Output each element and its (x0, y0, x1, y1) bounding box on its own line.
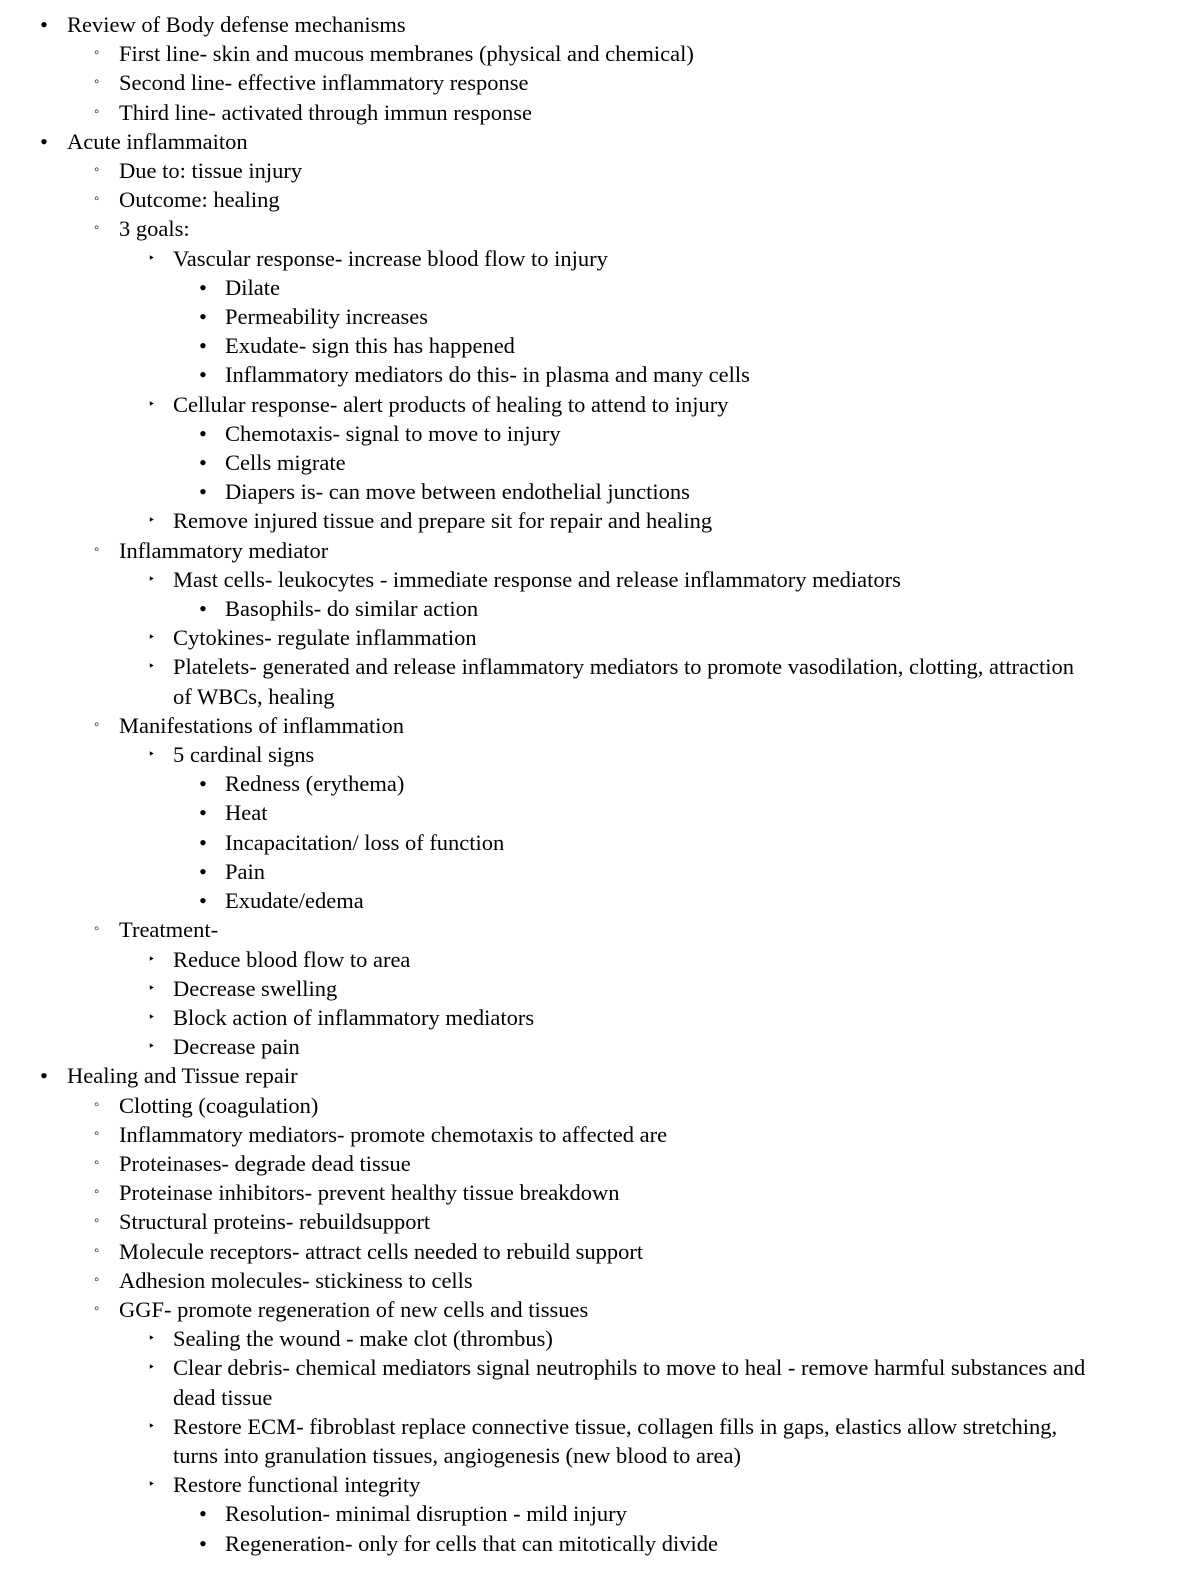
bullet-icon: • (199, 479, 207, 505)
bullet-icon: ‣ (148, 659, 156, 674)
outline-item-level-2 (0, 68, 1200, 97)
outline-item-level-4 (0, 448, 1200, 477)
outline-item-text: Restore functional integrity (173, 1472, 421, 1498)
bullet-icon: ‣ (148, 513, 156, 528)
bullet-icon: • (199, 596, 207, 622)
outline-item-level-4 (0, 331, 1200, 360)
outline-item-text: Dilate (225, 274, 280, 300)
outline-item-text: Diapers is- can move between endothelial junctions (225, 479, 690, 505)
outline-item-level-2 (0, 1266, 1200, 1295)
outline-item-text: Acute inflammaiton (67, 128, 248, 154)
bullet-icon: ‣ (148, 980, 156, 995)
outline-item-level-3 (0, 945, 1200, 974)
outline-item-level-4 (0, 828, 1200, 857)
bullet-icon: ‣ (148, 396, 156, 411)
outline-item-text: Pain (225, 858, 266, 884)
outline-item-text: Clear debris- chemical mediators signal neutrophils to move to heal - remove harmful substances and dead tissue (173, 1355, 1086, 1410)
outline-item-level-2 (0, 156, 1200, 185)
outline-item-text: Chemotaxis- signal to move to injury (225, 420, 561, 446)
outline-item-text: Healing and Tissue repair (67, 1063, 298, 1089)
bullet-icon: • (199, 800, 207, 826)
bullet-icon: ‣ (148, 1418, 156, 1433)
outline-item-level-2 (0, 1237, 1200, 1266)
outline-item-text: Molecule receptors- attract cells needed to rebuild support (119, 1238, 644, 1264)
bullet-icon: • (199, 1530, 207, 1556)
outline-item-level-4 (0, 477, 1200, 506)
bullet-icon: ◦ (94, 191, 100, 208)
outline-item-level-2 (0, 1295, 1200, 1324)
outline-item-level-3 (0, 1032, 1200, 1061)
bullet-icon: ‣ (148, 1477, 156, 1492)
outline-item-text: Adhesion molecules- stickiness to cells (119, 1267, 473, 1293)
bullet-icon: ◦ (94, 1184, 100, 1201)
bullet-icon: • (199, 888, 207, 914)
outline-document (0, 10, 1200, 1558)
outline-item-text: Decrease pain (173, 1034, 300, 1060)
outline-item-text: Proteinase inhibitors- prevent healthy tissue breakdown (119, 1180, 620, 1206)
outline-item-text: Inflammatory mediators do this- in plasma and many cells (225, 362, 750, 388)
outline-item-level-3 (0, 740, 1200, 769)
outline-item-level-3 (0, 652, 1200, 710)
bullet-icon: • (199, 858, 207, 884)
outline-item-level-4 (0, 1529, 1200, 1558)
outline-item-text: Redness (erythema) (225, 771, 405, 797)
outline-item-text: Block action of inflammatory mediators (173, 1004, 535, 1030)
outline-item-text: Heat (225, 800, 268, 826)
outline-item-level-3 (0, 506, 1200, 535)
outline-item-text: Cellular response- alert products of healing to attend to injury (173, 391, 729, 417)
outline-item-level-3 (0, 1412, 1200, 1470)
outline-item-text: Clotting (coagulation) (119, 1092, 319, 1118)
bullet-icon: ‣ (148, 1360, 156, 1375)
outline-item-level-2 (0, 1207, 1200, 1236)
outline-item-level-2 (0, 39, 1200, 68)
bullet-icon: ‣ (148, 747, 156, 762)
outline-item-text: Second line- effective inflammatory response (119, 70, 529, 96)
bullet-icon: ◦ (94, 220, 100, 237)
bullet-icon: ‣ (148, 1331, 156, 1346)
outline-item-text: 3 goals: (119, 216, 190, 242)
outline-item-text: Cells migrate (225, 450, 346, 476)
bullet-icon: • (199, 333, 207, 359)
bullet-icon: ◦ (94, 1125, 100, 1142)
bullet-icon: ◦ (94, 921, 100, 938)
bullet-icon: ◦ (94, 103, 100, 120)
outline-item-level-4 (0, 302, 1200, 331)
bullet-icon: ◦ (94, 45, 100, 62)
bullet-icon: ◦ (94, 162, 100, 179)
bullet-icon: ‣ (148, 571, 156, 586)
outline-item-level-2 (0, 214, 1200, 243)
outline-item-text: Third line- activated through immun response (119, 99, 533, 125)
outline-item-text: Outcome: healing (119, 187, 280, 213)
outline-item-text: Inflammatory mediators- promote chemotaxis to affected are (119, 1121, 668, 1147)
outline-item-level-1 (0, 10, 1200, 39)
outline-item-text: Inflammatory mediator (119, 537, 329, 563)
outline-item-text: 5 cardinal signs (173, 742, 315, 768)
outline-item-text: Resolution- minimal disruption - mild injury (225, 1501, 627, 1527)
bullet-icon: ◦ (94, 1154, 100, 1171)
outline-item-level-3 (0, 623, 1200, 652)
outline-item-text: Decrease swelling (173, 975, 338, 1001)
outline-item-text: Sealing the wound - make clot (thrombus) (173, 1326, 553, 1352)
outline-item-level-4 (0, 273, 1200, 302)
outline-item-text: Remove injured tissue and prepare sit for repair and healing (173, 508, 713, 534)
outline-item-level-4 (0, 419, 1200, 448)
outline-item-level-4 (0, 769, 1200, 798)
outline-item-level-2 (0, 1149, 1200, 1178)
bullet-icon: ‣ (148, 1039, 156, 1054)
bullet-icon: • (199, 450, 207, 476)
bullet-icon: ◦ (94, 1300, 100, 1317)
outline-item-text: Exudate- sign this has happened (225, 333, 515, 359)
outline-item-level-2 (0, 1178, 1200, 1207)
bullet-icon: ‣ (148, 630, 156, 645)
bullet-icon: ‣ (148, 951, 156, 966)
outline-item-level-2 (0, 711, 1200, 740)
bullet-icon: • (199, 274, 207, 300)
bullet-icon: • (199, 362, 207, 388)
outline-item-level-4 (0, 886, 1200, 915)
bullet-icon: • (199, 304, 207, 330)
outline-item-level-2 (0, 98, 1200, 127)
outline-item-level-2 (0, 1120, 1200, 1149)
outline-item-text: Manifestations of inflammation (119, 712, 404, 738)
outline-item-level-3 (0, 1470, 1200, 1499)
bullet-icon: • (199, 771, 207, 797)
outline-item-level-3 (0, 244, 1200, 273)
outline-item-text: Basophils- do similar action (225, 596, 479, 622)
outline-item-level-2 (0, 536, 1200, 565)
bullet-icon: ◦ (94, 1096, 100, 1113)
bullet-icon: • (40, 12, 48, 37)
bullet-icon: ◦ (94, 74, 100, 91)
outline-item-text: Permeability increases (225, 304, 429, 330)
outline-item-text: Proteinases- degrade dead tissue (119, 1150, 411, 1176)
outline-item-level-3 (0, 974, 1200, 1003)
outline-item-level-3 (0, 1003, 1200, 1032)
outline-item-level-1 (0, 127, 1200, 156)
outline-item-text: Structural proteins- rebuildsupport (119, 1209, 431, 1235)
outline-item-level-3 (0, 390, 1200, 419)
outline-item-level-4 (0, 1499, 1200, 1528)
outline-item-level-4 (0, 594, 1200, 623)
bullet-icon: • (40, 1063, 48, 1089)
bullet-icon: ◦ (94, 541, 100, 558)
outline-item-text: Restore ECM- fibroblast replace connective tissue, collagen fills in gaps, elastics allow stretching, turns into granulation tissues, angiogenesis (new blood to area) (173, 1413, 1058, 1468)
outline-item-level-4 (0, 857, 1200, 886)
bullet-icon: ◦ (94, 716, 100, 733)
outline-item-level-3 (0, 565, 1200, 594)
bullet-icon: ◦ (94, 1271, 100, 1288)
bullet-icon: ‣ (148, 1009, 156, 1024)
outline-item-text: Platelets- generated and release inflammatory mediators to promote vasodilation, clotting, attraction of WBCs, healing (173, 654, 1074, 709)
outline-item-level-4 (0, 360, 1200, 389)
bullet-icon: ◦ (94, 1213, 100, 1230)
bullet-icon: • (199, 1501, 207, 1527)
outline-item-level-2 (0, 915, 1200, 944)
outline-item-text: Due to: tissue injury (119, 158, 303, 184)
outline-item-text: Regeneration- only for cells that can mitotically divide (225, 1530, 718, 1556)
outline-item-level-1 (0, 1061, 1200, 1090)
outline-item-text: GGF- promote regeneration of new cells and tissues (119, 1296, 589, 1322)
outline-item-text: Treatment- (119, 917, 219, 943)
outline-item-level-3 (0, 1353, 1200, 1411)
outline-item-text: Review of Body defense mechanisms (67, 12, 406, 37)
outline-item-text: Cytokines- regulate inflammation (173, 625, 477, 651)
outline-item-text: First line- skin and mucous membranes (physical and chemical) (119, 41, 694, 67)
outline-item-text: Exudate/edema (225, 888, 364, 914)
outline-item-level-4 (0, 798, 1200, 827)
outline-item-level-3 (0, 1324, 1200, 1353)
outline-item-text: Vascular response- increase blood flow to injury (173, 245, 608, 271)
bullet-icon: • (40, 128, 48, 154)
outline-item-level-2 (0, 185, 1200, 214)
outline-item-text: Incapacitation/ loss of function (225, 829, 505, 855)
outline-item-level-2 (0, 1091, 1200, 1120)
outline-item-text: Mast cells- leukocytes - immediate response and release inflammatory mediators (173, 566, 901, 592)
bullet-icon: ‣ (148, 250, 156, 265)
bullet-icon: • (199, 420, 207, 446)
outline-item-text: Reduce blood flow to area (173, 946, 411, 972)
bullet-icon: ◦ (94, 1242, 100, 1259)
bullet-icon: • (199, 829, 207, 855)
